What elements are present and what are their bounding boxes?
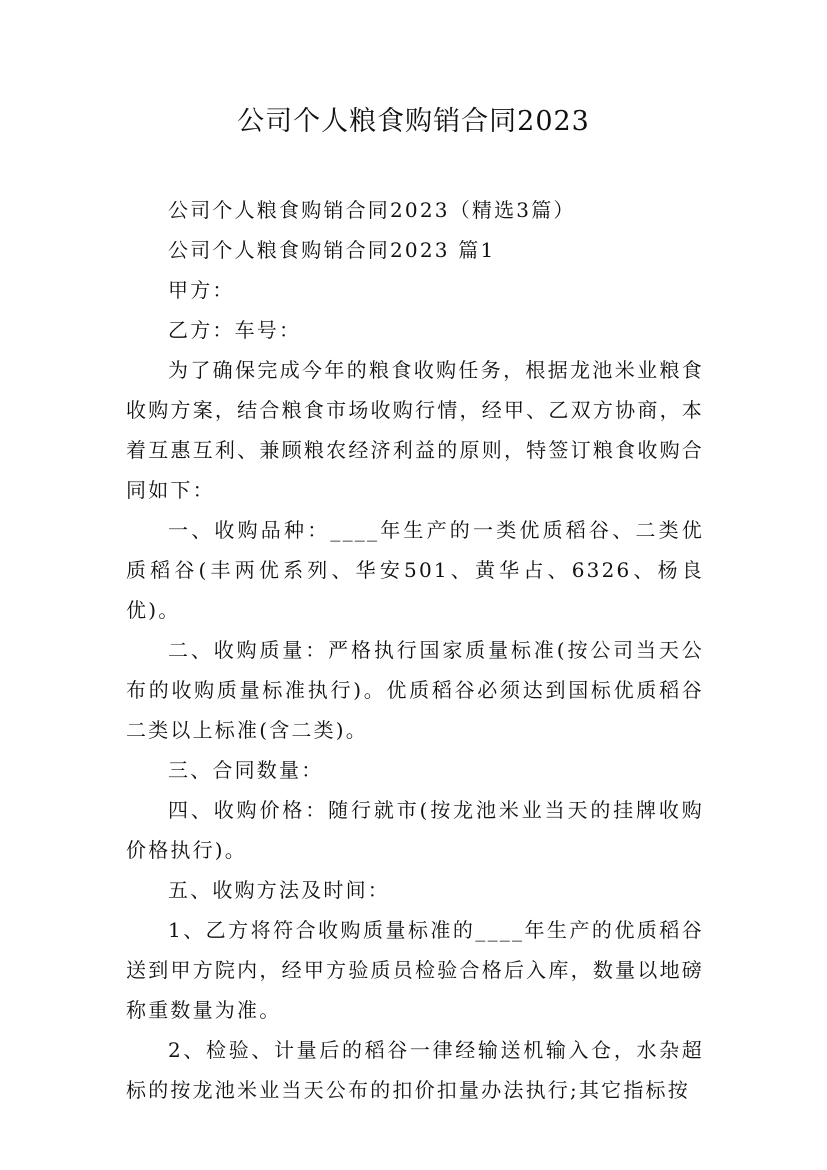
subtitle-line: 公司个人粮食购销合同2023（精选3篇） [168, 198, 576, 222]
clause-method-1: 1、乙方将符合收购质量标准的____年生产的优质稻谷送到甲方院内，经甲方验质员检验合格后入库，数量以地磅称重数量为准。 [126, 918, 704, 1022]
section-heading: 公司个人粮食购销合同2023 篇1 [168, 238, 496, 262]
party-b-line: 乙方：车号： [168, 318, 302, 342]
clause-price: 四、收购价格：随行就市(按龙池米业当天的挂牌收购价格执行)。 [126, 798, 704, 862]
intro-paragraph: 为了确保完成今年的粮食收购任务，根据龙池米业粮食收购方案，结合粮食市场收购行情，经甲、乙双方协商，本着互惠互利、兼顾粮农经济利益的原则，特签订粮食收购合同如下： [126, 358, 704, 502]
clause-method-2: 2、检验、计量后的稻谷一律经输送机输入仓，水杂超标的按龙池米业当天公布的扣价扣量办法执行;其它指标按 [126, 1038, 704, 1102]
clause-quality: 二、收购质量：严格执行国家质量标准(按公司当天公布的收购质量标准执行)。优质稻谷必须达到国标优质稻谷二类以上标准(含二类)。 [126, 638, 704, 742]
clause-quantity: 三、合同数量： [168, 758, 324, 782]
document-title: 公司个人粮食购销合同2023 [237, 106, 590, 137]
clause-method-heading: 五、收购方法及时间： [168, 878, 390, 902]
document-body [126, 190, 704, 1110]
clause-variety: 一、收购品种：____年生产的一类优质稻谷、二类优质稻谷(丰两优系列、华安501、黄华占、6326、杨良优)。 [126, 518, 704, 622]
party-a-line: 甲方： [168, 278, 235, 302]
